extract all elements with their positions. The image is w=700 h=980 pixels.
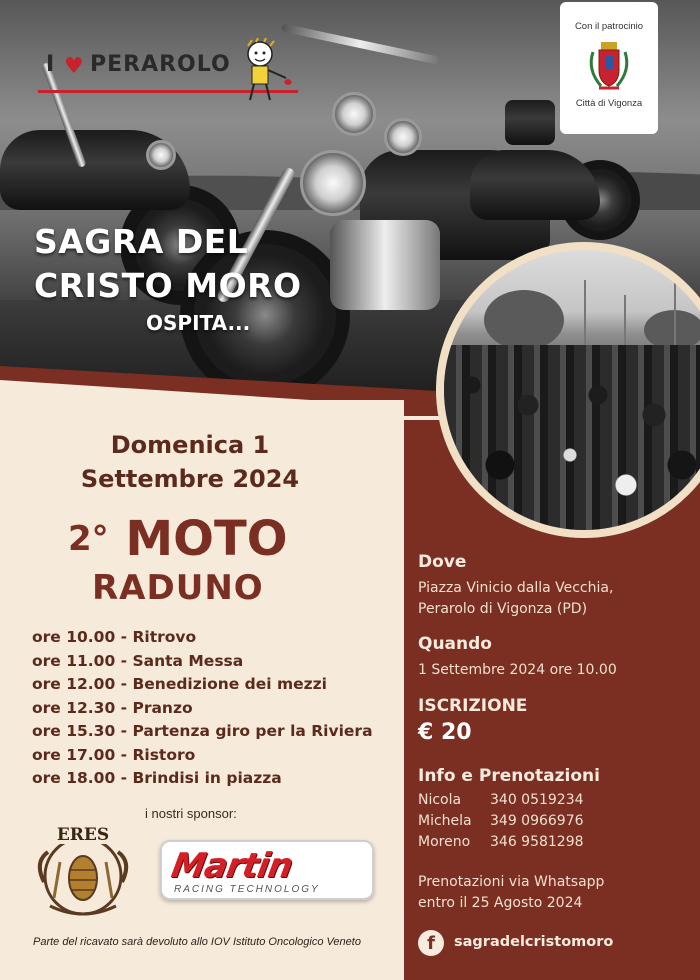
martin-logo-subtitle: RACING TECHNOLOGY	[174, 884, 320, 895]
schedule-item: ore 12.00 - Benedizione dei mezzi	[32, 675, 327, 693]
contacts-section	[418, 766, 600, 853]
booking-note	[418, 872, 604, 914]
sponsors-label: i nostri sponsor:	[145, 806, 237, 821]
where-line-2: Perarolo di Vigonza (PD)	[418, 601, 588, 617]
logo-i: I	[46, 52, 55, 77]
date-line-1: Domenica 1	[110, 431, 270, 459]
patronage-city: Città di Vigonza	[575, 98, 643, 109]
schedule-list	[32, 626, 402, 791]
edition-number: 2°	[68, 519, 109, 559]
event-name-line-1	[68, 510, 288, 568]
contact-phone: 349 0966976	[490, 813, 584, 829]
contact-row	[418, 811, 600, 832]
booking-line-1: Prenotazioni via Whatsapp	[418, 874, 605, 890]
pole	[674, 270, 676, 350]
when-heading: Quando	[418, 634, 492, 654]
schedule-item: ore 10.00 - Ritrovo	[32, 628, 197, 646]
fee-value: € 20	[418, 720, 472, 745]
event-name-line-2: RADUNO	[92, 568, 264, 608]
facebook-page-link[interactable]: sagradelcristomoro	[454, 934, 614, 950]
facebook-icon[interactable]: f	[418, 930, 444, 956]
when-section	[418, 634, 617, 681]
event-title	[34, 220, 302, 338]
martin-logo-text: Martin	[168, 846, 296, 886]
main-bike-lamp-left	[332, 92, 376, 136]
main-bike-lamp-right	[384, 118, 422, 156]
contact-name: Michela	[418, 813, 472, 829]
pole	[624, 295, 626, 350]
patronage-label: Con il patrocinio	[574, 21, 644, 32]
fee-section	[418, 696, 527, 745]
charity-footnote: Parte del ricavato sarà devoluto allo IOV Istituto Oncologico Veneto	[33, 936, 361, 948]
title-line-2: CRISTO MORO	[34, 266, 302, 305]
patronage-badge	[560, 2, 658, 134]
perarolo-logo	[38, 38, 318, 108]
where-section	[418, 552, 613, 620]
when-body: 1 Settembre 2024 ore 10.00	[418, 662, 617, 678]
city-crest-icon	[585, 40, 633, 92]
schedule-item: ore 11.00 - Santa Messa	[32, 651, 244, 670]
contacts-heading: Info e Prenotazioni	[418, 766, 600, 786]
logo-word: PERAROLO	[90, 52, 231, 77]
eres-logo	[30, 822, 136, 918]
right-bike-seat	[505, 100, 555, 145]
main-bike-headlight	[300, 150, 366, 216]
tree	[644, 310, 700, 350]
pole	[584, 280, 586, 350]
date-line-2: Settembre 2024	[80, 465, 300, 493]
fee-heading: ISCRIZIONE	[418, 696, 528, 716]
schedule-item: ore 15.30 - Partenza giro per la Riviera	[32, 722, 373, 740]
contact-phone: 340 0519234	[490, 792, 584, 808]
contact-name: Moreno	[418, 834, 471, 850]
contact-row	[418, 832, 600, 853]
heart-icon: ♥	[64, 54, 84, 79]
event-word-moto: MOTO	[125, 511, 288, 567]
event-date	[30, 428, 350, 496]
booking-line-2: entro il 25 Agosto 2024	[418, 895, 583, 911]
title-line-3: OSPITA...	[146, 311, 251, 335]
schedule-item: ore 18.00 - Brindisi in piazza	[32, 769, 282, 787]
contact-row	[418, 790, 600, 811]
where-line-1: Piazza Vinicio dalla Vecchia,	[418, 580, 614, 596]
contact-name: Nicola	[418, 792, 462, 808]
martin-sponsor-logo	[160, 840, 374, 900]
where-heading: Dove	[418, 552, 467, 572]
schedule-item: ore 17.00 - Ristoro	[32, 745, 196, 764]
left-bike-lamp	[146, 140, 176, 170]
main-bike-engine	[330, 220, 440, 310]
contact-phone: 346 9581298	[490, 834, 584, 850]
child-figure-icon	[236, 38, 296, 104]
parked-motorcycles	[444, 345, 700, 538]
tree	[484, 290, 564, 350]
eres-logo-text: ERES	[56, 825, 110, 845]
schedule-item: ore 12.30 - Pranzo	[32, 698, 193, 717]
title-line-1: SAGRA DEL	[34, 222, 249, 261]
